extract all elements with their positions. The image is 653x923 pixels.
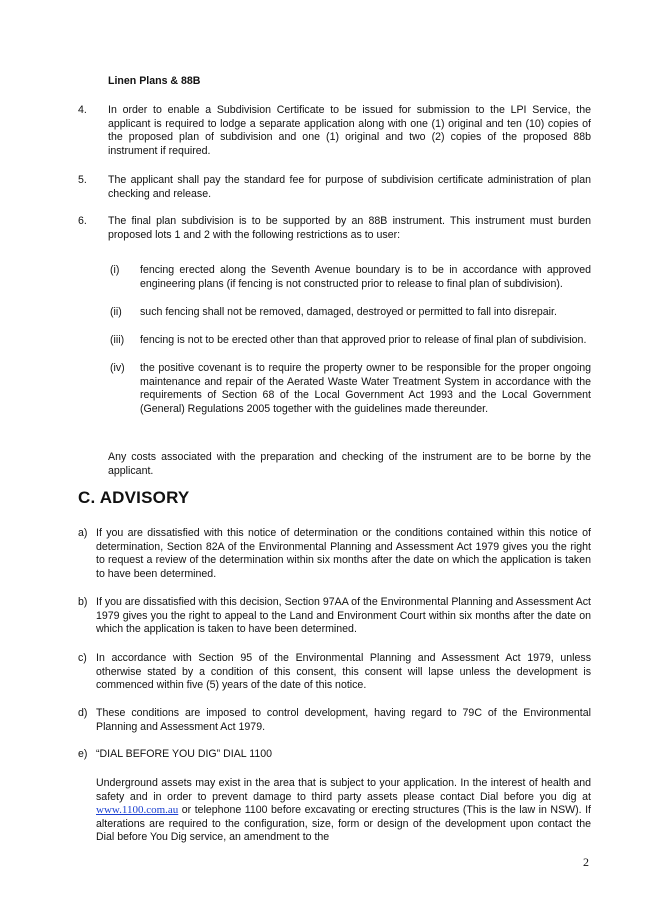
subitem-number: (i) xyxy=(110,264,120,276)
costs-note: Any costs associated with the preparation and checking of the instrument are to be borne by the applicant. xyxy=(108,451,591,477)
dial-text-after: or telephone 1100 before excavating or erecting structures (This is the law in NSW). If alterations are required to the configuration, size, form or design of the development upon contact the Dial before You Dig service, an amendment to the xyxy=(96,804,591,844)
page-number: 2 xyxy=(583,855,589,869)
dial-heading: “DIAL BEFORE YOU DIG” DIAL 1100 xyxy=(96,748,273,760)
subitem-number: (iii) xyxy=(110,334,125,346)
subitem-number: (iv) xyxy=(110,362,125,374)
advisory-text: If you are dissatisfied with this notice of determination or the conditions contained within this notice of determination, Section 82A of the Environmental Planning and Assessment Act 1979 gives you the right to request a review of the determination within six months after the date on which the application is taken to have been determined. xyxy=(96,527,591,580)
item-text: In order to enable a Subdivision Certificate to be issued for submission to the LPI Service, the applicant is required to lodge a separate application along with one (1) original and ten (10) copies of the proposed plan of subdivision and one (1) original and two (2) copies of the proposed 88b instrument if required. xyxy=(108,104,591,157)
advisory-letter: a) xyxy=(78,527,88,539)
advisory-text: If you are dissatisfied with this decision, Section 97AA of the Environmental Planning and Assessment Act 1979 gives you the right to appeal to the Land and Environment Court within six months after the date on which the application is taken to have been determined. xyxy=(96,596,591,636)
subitem-text: fencing is not to be erected other than that approved prior to release of final plan of subdivision. xyxy=(140,334,587,346)
advisory-letter: d) xyxy=(78,707,88,719)
advisory-letter: c) xyxy=(78,652,87,664)
advisory-letter: b) xyxy=(78,596,88,608)
dial-text-before: Underground assets may exist in the area that is subject to your application. In the interest of health and safety and in order to prevent damage to third party assets please contact Dial before you dig at xyxy=(96,777,591,803)
section-c-heading: C. ADVISORY xyxy=(78,488,190,507)
subitem-text: such fencing shall not be removed, damaged, destroyed or permitted to fall into disrepair. xyxy=(140,306,557,318)
item-number: 5. xyxy=(78,174,87,186)
dial-paragraph xyxy=(96,777,591,845)
item-text: The applicant shall pay the standard fee for purpose of subdivision certificate administration of plan checking and release. xyxy=(108,174,591,200)
linen-plans-heading: Linen Plans & 88B xyxy=(108,75,201,87)
item-number: 4. xyxy=(78,104,87,116)
subitem-text: the positive covenant is to require the property owner to be responsible for the proper ongoing maintenance and repair of the Aerated Waste Water Treatment System in accordance with the requirements of Section 68 of the Local Government Act 1993 and the Local Government (General) Regulations 2005 together with the guidelines made thereunder. xyxy=(140,362,591,415)
advisory-letter: e) xyxy=(78,748,88,760)
advisory-text: In accordance with Section 95 of the Environmental Planning and Assessment Act 1979, unless otherwise stated by a condition of this consent, this consent will lapse unless the development is commenced within five (5) years of the date of this notice. xyxy=(96,652,591,692)
item-text: The final plan subdivision is to be supported by an 88B instrument. This instrument must burden proposed lots 1 and 2 with the following restrictions as to user: xyxy=(108,215,591,241)
subitem-text: fencing erected along the Seventh Avenue boundary is to be in accordance with approved engineering plans (if fencing is not constructed prior to release to final plan of subdivision). xyxy=(140,264,591,290)
dial-link[interactable]: www.1100.com.au xyxy=(96,804,179,817)
subitem-number: (ii) xyxy=(110,306,122,318)
item-number: 6. xyxy=(78,215,87,227)
advisory-text: These conditions are imposed to control development, having regard to 79C of the Environmental Planning and Assessment Act 1979. xyxy=(96,707,591,733)
